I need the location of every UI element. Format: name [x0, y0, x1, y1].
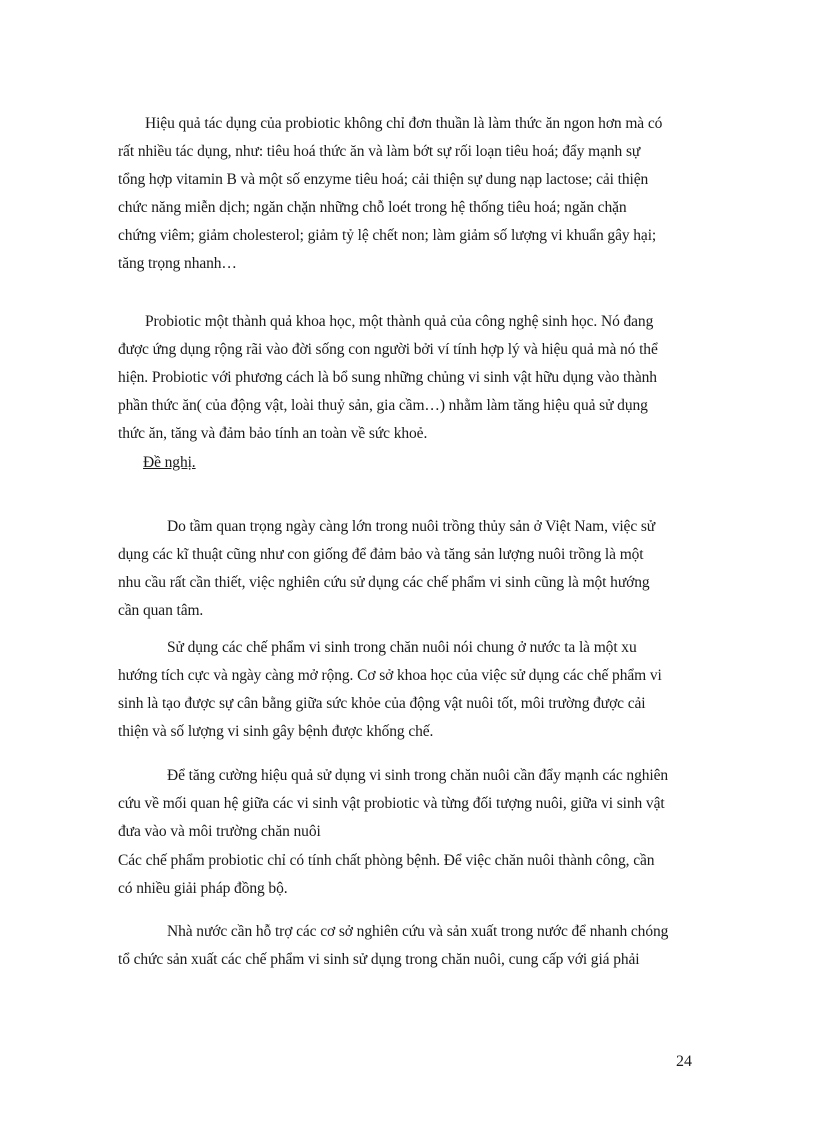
text-line: Các chế phẩm probiotic chỉ có tính chất phòng bệnh. Để việc chăn nuôi thành công, cần — [118, 852, 655, 869]
text-line: cần quan tâm. — [118, 602, 204, 619]
text-line: Để tăng cường hiệu quả sử dụng vi sinh trong chăn nuôi cần đẩy mạnh các nghiên — [167, 767, 669, 784]
text-line: Probiotic một thành quả khoa học, một thành quả của công nghệ sinh học. Nó đang — [145, 313, 654, 330]
text-line: hiện. Probiotic với phương cách là bổ sung những chủng vi sinh vật hữu dụng vào thành — [118, 369, 657, 386]
text-line: rất nhiều tác dụng, như: tiêu hoá thức ăn và làm bớt sự rối loạn tiêu hoá; đẩy mạnh sự — [118, 143, 641, 160]
text-line: chức năng miễn dịch; ngăn chặn những chỗ loét trong hệ thống tiêu hoá; ngăn chặn — [118, 199, 627, 216]
page-number: 24 — [676, 1053, 692, 1070]
text-line: Sử dụng các chế phẩm vi sinh trong chăn nuôi nói chung ở nước ta là một xu — [167, 639, 637, 656]
text-line: sinh là tạo được sự cân bằng giữa sức khỏe của động vật nuôi tốt, môi trường được cải — [118, 695, 646, 712]
text-line: thiện và số lượng vi sinh gây bệnh được khống chế. — [118, 723, 434, 740]
text-line: thức ăn, tăng và đảm bảo tính an toàn về sức khoẻ. — [118, 425, 428, 442]
text-line: có nhiều giải pháp đồng bộ. — [118, 880, 288, 897]
text-line: nhu cầu rất cần thiết, việc nghiên cứu sử dụng các chế phẩm vi sinh cũng là một hướng — [118, 574, 650, 591]
text-line: Do tầm quan trọng ngày càng lớn trong nuôi trồng thủy sản ở Việt Nam, việc sử — [167, 518, 656, 535]
text-line: chứng viêm; giảm cholesterol; giảm tỷ lệ chết non; làm giảm số lượng vi khuẩn gây hại; — [118, 227, 657, 244]
section-heading: Đề nghị. — [143, 454, 196, 471]
text-line: tổng hợp vitamin B và một số enzyme tiêu hoá; cải thiện sự dung nạp lactose; cải thiện — [118, 171, 649, 188]
text-line: dụng các kĩ thuật cũng như con giống để đảm bảo và tăng sản lượng nuôi trồng là một — [118, 546, 644, 563]
text-line: Nhà nước cần hỗ trợ các cơ sở nghiên cứu và sản xuất trong nước để nhanh chóng — [167, 923, 669, 940]
text-line: đưa vào và môi trường chăn nuôi — [118, 823, 321, 840]
text-line: cứu về mối quan hệ giữa các vi sinh vật probiotic và từng đối tượng nuôi, giữa vi sinh vật — [118, 795, 665, 812]
text-line: được ứng dụng rộng rãi vào đời sống con người bởi ví tính hợp lý và hiệu quả mà nó thể — [118, 341, 658, 358]
text-line: hướng tích cực và ngày càng mở rộng. Cơ sở khoa học của việc sử dụng các chế phẩm vi — [118, 667, 662, 684]
text-line: tổ chức sản xuất các chế phẩm vi sinh sử dụng trong chăn nuôi, cung cấp với giá phải — [118, 951, 640, 968]
text-line: phần thức ăn( của động vật, loài thuỷ sản, gia cầm…) nhằm làm tăng hiệu quả sử dụng — [118, 397, 648, 414]
text-line: tăng trọng nhanh… — [118, 255, 237, 272]
text-line: Hiệu quả tác dụng của probiotic không chỉ đơn thuần là làm thức ăn ngon hơn mà có — [145, 115, 663, 132]
